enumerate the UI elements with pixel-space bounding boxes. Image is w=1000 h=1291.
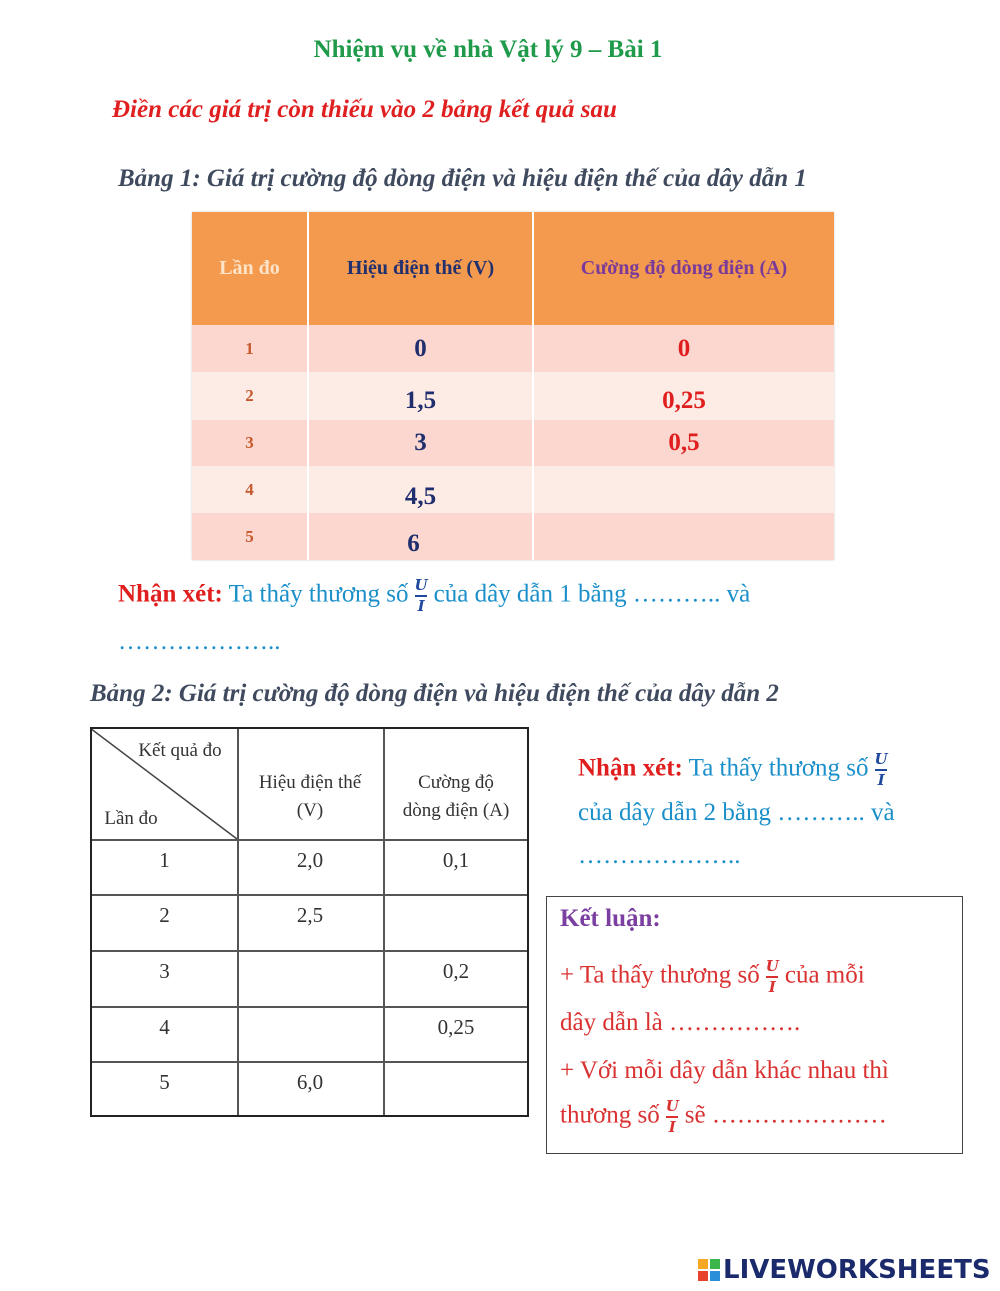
table2-voltage-cell: 2,0 [296,848,324,872]
table2-run-cell: 5 [159,1070,170,1094]
comment2-blank-line[interactable]: ……………….. [578,842,741,869]
table2-current-cell: 0,1 [442,848,470,872]
table1-run-cell: 5 [245,526,254,546]
table2-run-cell: 3 [159,959,170,983]
table1-voltage-cell: 6 [307,513,532,560]
table1-voltage-cell[interactable]: 4,5 [307,466,532,513]
table1-voltage-cell: 3 [307,420,532,466]
table2-header-current [383,769,529,825]
header-current-line1: Cường độ [418,772,494,793]
page-title: Nhiệm vụ về nhà Vật lý 9 – Bài 1 [313,36,663,63]
comment1-label: Nhận xét: [118,580,223,608]
table1-voltage-cell: 1,5 [307,372,532,420]
conclusion-blank-2[interactable]: sẽ ………………… [684,1101,887,1129]
table2-current-cell: 0,25 [437,1015,475,1039]
table2-current-cell: 0,2 [442,959,470,983]
conclusion-line4-text: thương số [560,1101,660,1129]
table1-current-cell: 0,25 [532,372,834,420]
table2-caption: Bảng 2: Giá trị cường độ dòng điện và hiệu điện thế của dây dẫn 2 [90,680,779,707]
conclusion-line3: + Với mỗi dây dẫn khác nhau thì [560,1057,889,1084]
comment1-blank[interactable]: của dây dẫn 1 bằng ……….. và [433,580,751,608]
conclusion-line4 [560,1099,887,1135]
frac-numerator: U [765,957,779,975]
u-over-i-fraction [766,959,779,995]
table-row [192,325,834,372]
table2-current-answer-field[interactable] [383,903,529,933]
brand-name: LIVEWORKSHEETS [723,1255,991,1285]
table1-header-row [192,212,834,325]
table-row [192,372,834,420]
header-voltage-line1: Hiệu điện thế [258,772,362,793]
conclusion-box [546,896,963,1154]
table1-header-voltage: Hiệu điện thế (V) [307,212,532,325]
comment2-label: Nhận xét: [578,754,683,782]
u-over-i-fraction [666,1099,679,1135]
frac-numerator: U [874,750,888,768]
comment1-text: Ta thấy thương số [228,580,409,608]
table2-header-voltage [237,769,383,825]
frac-numerator: U [414,576,428,594]
frac-numerator: U [665,1097,679,1115]
corner-top-label: Kết quả đo [138,740,222,761]
table-row [192,466,834,513]
table1-header-run: Lần đo [219,257,280,279]
table1 [192,212,834,560]
conclusion-line1-text: + Ta thấy thương số [560,961,760,989]
corner-bottom-label: Lần đo [104,808,158,829]
comment1 [118,578,750,614]
u-over-i-fraction [875,752,888,788]
header-voltage-line2: (V) [296,800,324,821]
frac-denominator: I [417,596,425,615]
table-row [192,513,834,560]
table1-current-cell: 0 [532,325,834,372]
comment2-blank[interactable]: của dây dẫn 2 bằng ……….. và [578,799,895,826]
comment2-text: Ta thấy thương số [688,754,869,782]
table1-run-cell: 4 [245,479,254,499]
table1-header-current: Cường độ dòng điện (A) [532,212,834,325]
table1-run-cell: 2 [245,386,254,405]
u-over-i-fraction [415,578,428,614]
table2-current-answer-field[interactable] [383,1070,529,1100]
table1-caption: Bảng 1: Giá trị cường độ dòng điện và hiệu điện thế của dây dẫn 1 [118,165,807,192]
table2-voltage-cell: 2,5 [296,903,324,927]
logo-icon [698,1259,720,1281]
table2-run-cell: 2 [159,903,170,927]
table1-voltage-cell: 0 [307,325,532,372]
frac-denominator: I [668,1117,676,1136]
frac-denominator: I [768,977,776,996]
table-row [192,420,834,466]
table2-run-cell: 4 [159,1015,170,1039]
frac-denominator: I [877,770,885,789]
conclusion-blank-1[interactable]: dây dẫn là ……………. [560,1009,801,1036]
table1-current-answer-field[interactable] [532,466,834,513]
comment2 [578,752,894,788]
conclusion-line1 [560,959,865,995]
header-current-line2: dòng điện (A) [402,800,510,821]
table1-run-cell: 1 [245,338,254,358]
table1-current-answer-field[interactable] [532,513,834,560]
conclusion-line1-end: của mỗi [784,961,865,989]
conclusion-title: Kết luận: [560,905,661,932]
comment1-blank-line[interactable]: ……………….. [118,628,281,655]
table2-run-cell: 1 [159,848,170,872]
instruction: Điền các giá trị còn thiếu vào 2 bảng kết quả sau [112,96,617,123]
table2-voltage-answer-field[interactable] [237,959,383,989]
table1-current-cell: 0,5 [532,420,834,466]
table2-voltage-answer-field[interactable] [237,1015,383,1045]
table1-run-cell: 3 [245,433,254,452]
table2-voltage-cell: 6,0 [296,1070,324,1094]
liveworksheets-logo [698,1255,991,1285]
table2 [90,727,529,1117]
